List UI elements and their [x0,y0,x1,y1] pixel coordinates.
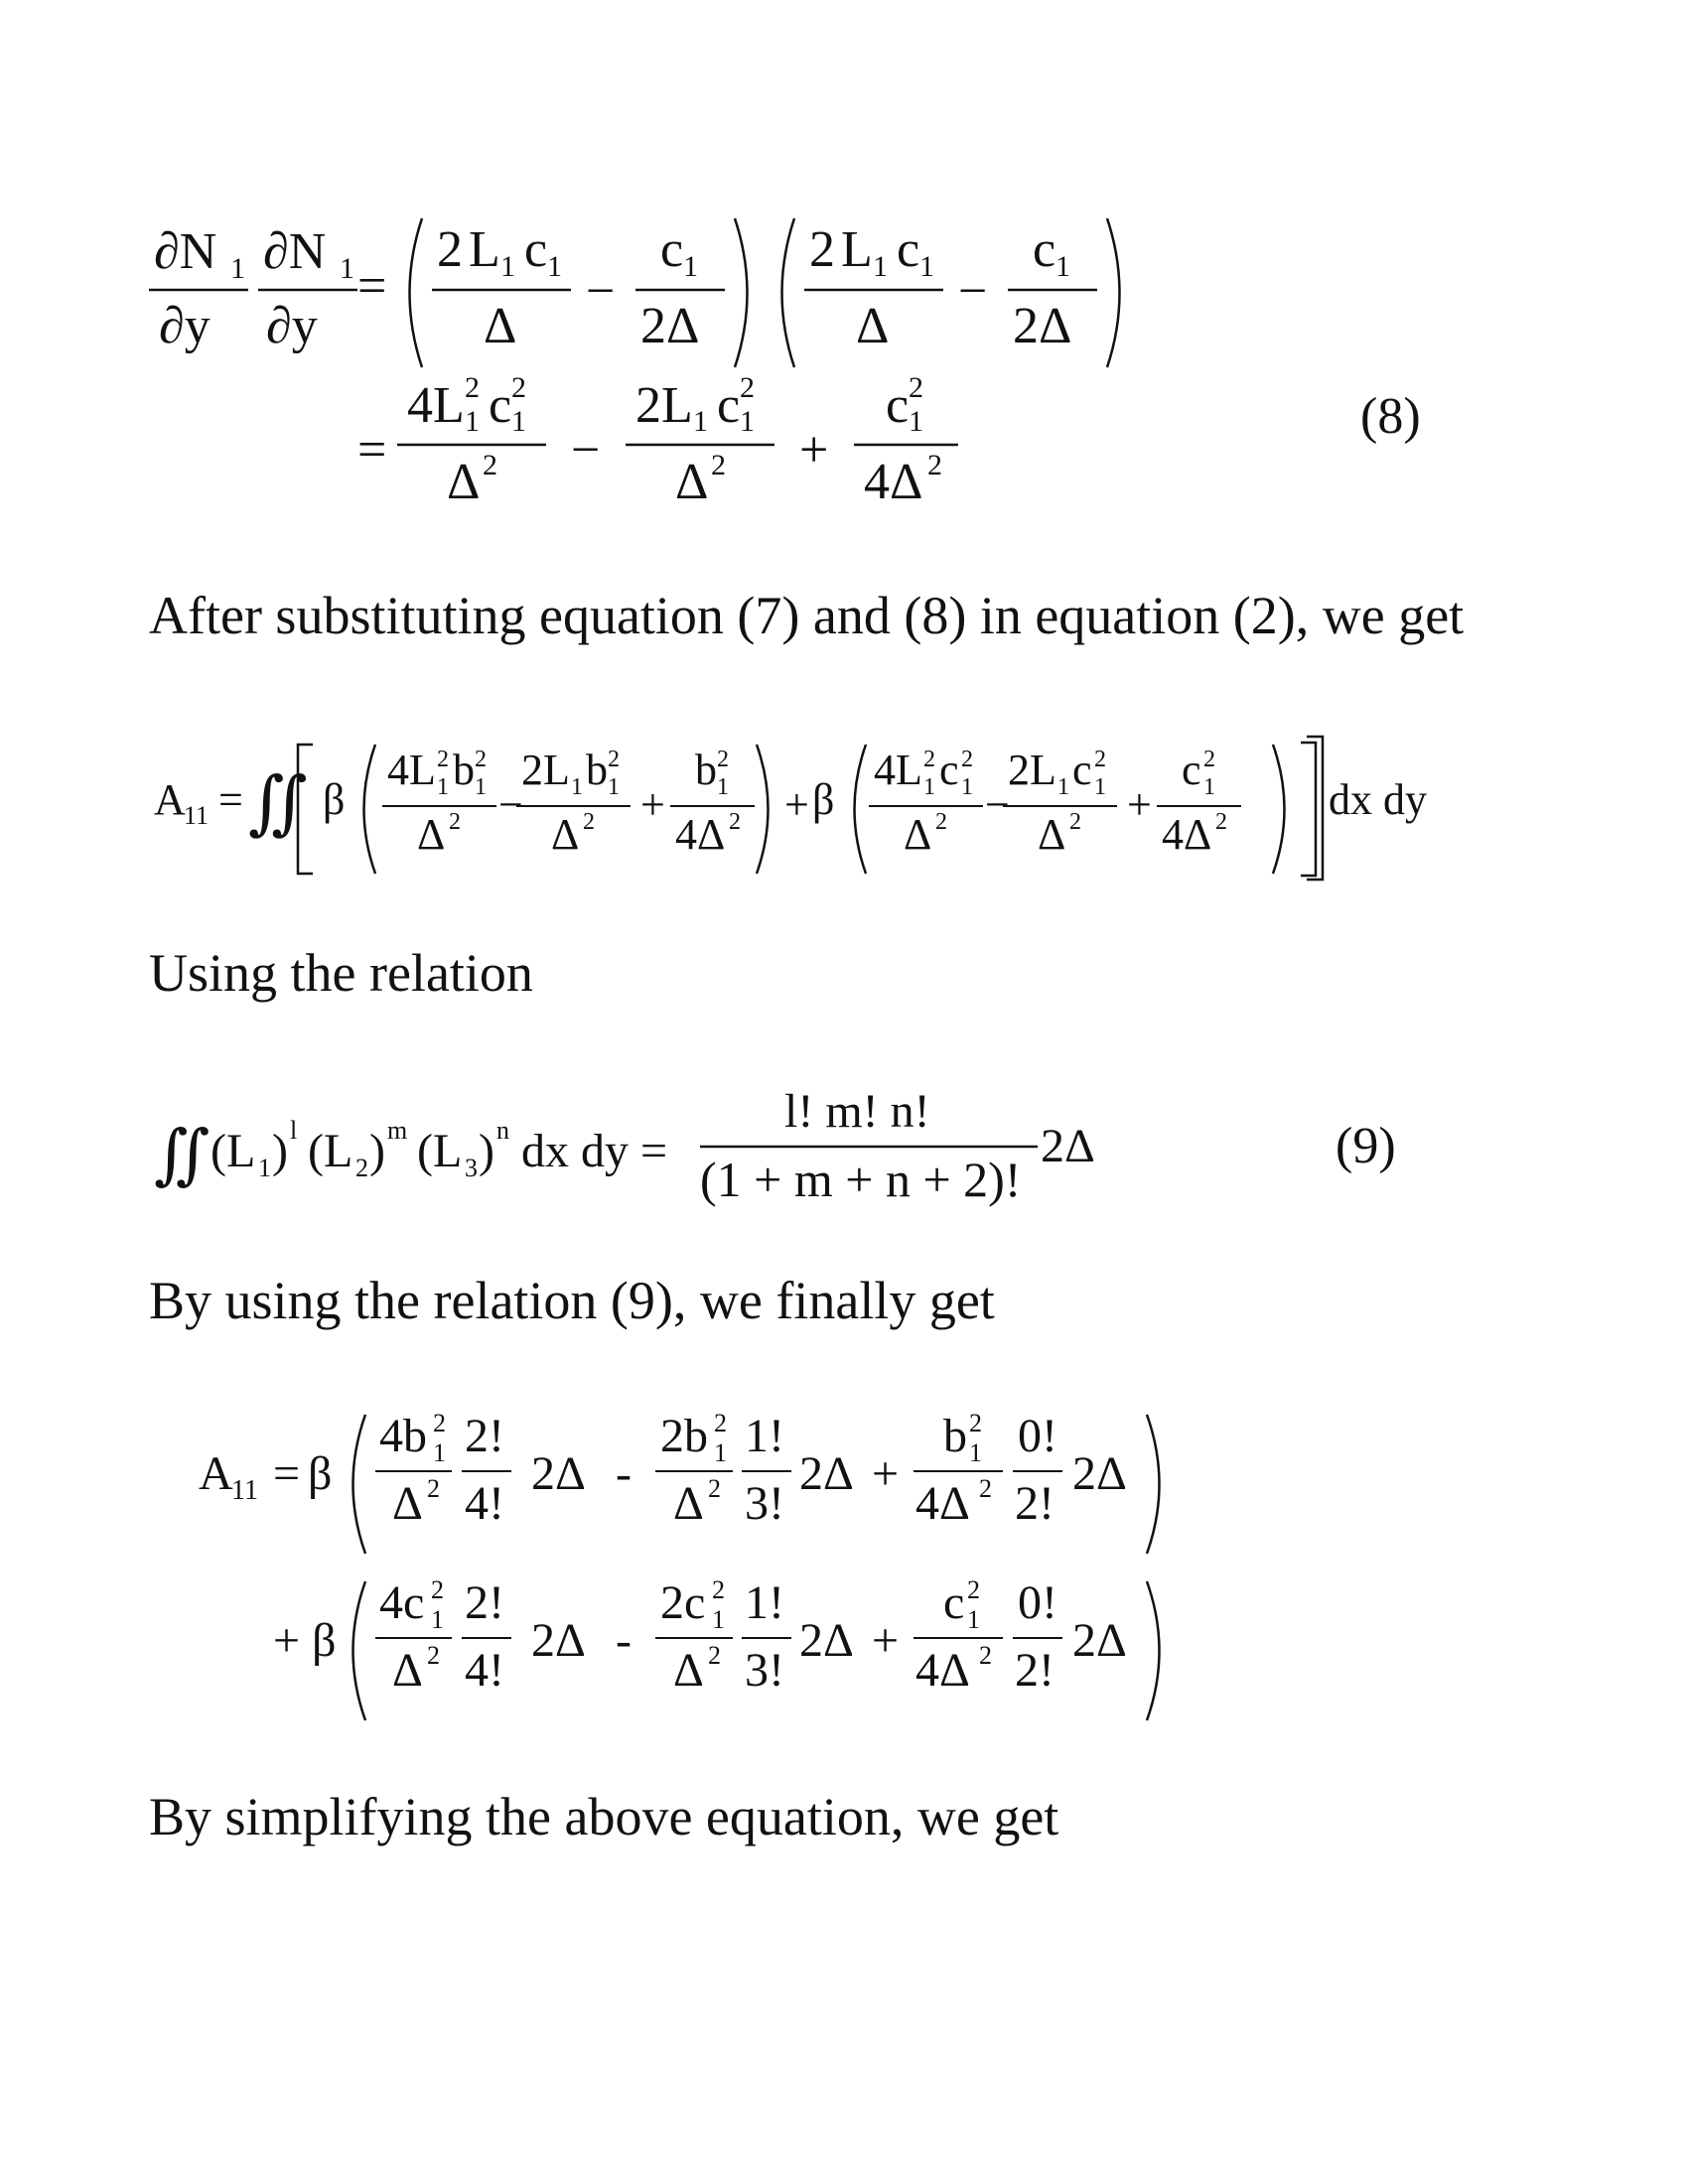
eq9-f2-sup: m [387,1116,408,1145]
r2-f3-den: 4Δ [915,1644,970,1697]
r2-2d-c: 2Δ [1072,1614,1127,1667]
g1-t1-var: b [453,746,475,794]
r2-f2-fd: 3! [745,1644,784,1697]
g2-t3-var-sup: 2 [1203,747,1215,772]
l2-t3-den: 4Δ [864,454,923,510]
r1-f3-den-sup: 2 [979,1474,992,1503]
equation-8-number: (8) [1360,388,1421,445]
r2-f1-num: 4c [379,1576,425,1629]
g2-frac1-csub: 1 [919,250,934,283]
r2-f2-sup: 2 [712,1575,725,1604]
g2-t1-var: c [939,746,959,794]
eq9-f2-close: ) [369,1125,385,1177]
l2-t3-sup: 2 [909,371,923,404]
g2-frac1-bsub: 1 [873,250,888,283]
g1-t2-den: Δ [551,810,580,859]
g1-t1-var-sup: 2 [475,747,487,772]
eq9-f2: (L [308,1125,353,1177]
equation-9-svg [149,1067,1440,1226]
eq9-tail: dx dy = [521,1125,668,1177]
r2-dash: - [616,1614,632,1667]
g2-t1-var-sup: 2 [961,747,973,772]
r1-f2-fn: 1! [745,1410,784,1462]
r2-f1-sup: 2 [431,1575,444,1604]
r2-2d-b: 2Δ [799,1614,854,1667]
g2-t2-var: c [1072,746,1092,794]
l2-t2-csup: 2 [740,371,755,404]
eq9-f3: (L [417,1125,463,1177]
r2-f3-fd: 2! [1015,1644,1055,1697]
eq9-den: (1 + m + n + 2)! [700,1152,1022,1207]
eq9-integral: ∬ [154,1119,211,1191]
g2-plus: + [1127,780,1152,829]
r1-2d-c: 2Δ [1072,1447,1127,1500]
g2-t3-var-sub: 1 [1203,774,1215,800]
r1-f1-den-sup: 2 [427,1474,440,1503]
g1-t2-var: b [586,746,608,794]
r1-f2-den: Δ [673,1477,704,1530]
equation-9-number: (9) [1336,1118,1396,1174]
a11-equals: = [218,775,243,824]
l2-t1-sub: 1 [465,405,480,438]
g1-frac1-csub: 1 [547,250,562,283]
l2-t1-num: 4L [407,377,465,434]
l2-t1-den: Δ [447,454,481,510]
l2-t3-num: c [886,377,910,434]
r2-f3-sub: 1 [967,1605,980,1634]
r2-2d-a: 2Δ [531,1614,586,1667]
eq9-after: 2Δ [1041,1120,1095,1172]
l2-t1-c: c [489,377,512,434]
a11-dxdy: dx dy [1329,775,1427,824]
r1-f1-num: 4b [379,1410,427,1462]
r1-2d-b: 2Δ [799,1447,854,1500]
g1-t3-var: b [695,746,717,794]
r2-f3-num: c [943,1576,965,1629]
l2-t2-num: 2L [635,377,693,434]
r2-f3-den-sup: 2 [979,1641,992,1670]
equation-8 [149,199,1440,516]
g2-frac1-den: Δ [856,298,890,354]
g1-t1-den: Δ [417,810,446,859]
eq9-f3-sup: n [496,1116,509,1145]
g1-t2-den-sup: 2 [583,809,595,835]
l2-t2-csub: 1 [740,405,755,438]
r1-f2-sup: 2 [714,1409,727,1437]
r1-plus: + [872,1447,900,1500]
g2-frac2-den: 2Δ [1013,298,1072,354]
lhs-den2: ∂y [266,298,318,354]
lhs-den1: ∂y [159,298,211,354]
r1-f2-sub: 1 [714,1438,727,1467]
g1-t2-num: 2L [521,746,570,794]
a11-lhs: A [154,775,186,824]
fin-plus-beta: + β [273,1614,337,1667]
eq9-f3-sub: 3 [465,1154,478,1182]
g2-t3-den: 4Δ [1162,810,1212,859]
r1-f2-fd: 3! [745,1477,784,1530]
g2-t3-var: c [1182,746,1201,794]
line2-equals: = [357,422,387,478]
text-by-simplifying: By simplifying the above equation, we get [149,1787,1059,1846]
g1-frac1-den: Δ [484,298,517,354]
g1-frac1-b: L [469,221,500,278]
r2-f1-sub: 1 [431,1605,444,1634]
eq9-f1-sup: l [290,1116,298,1145]
equation-8-svg [149,199,1440,516]
l2-plus: + [799,422,829,478]
l2-t1-csup: 2 [511,371,526,404]
g1-frac2-den: 2Δ [640,298,700,354]
r1-f3-sub: 1 [969,1438,982,1467]
l2-t3-densup: 2 [927,449,942,481]
lhs-num2-sub: 1 [340,252,354,285]
equation-9 [149,1067,1440,1226]
r1-2d-a: 2Δ [531,1447,586,1500]
l2-t2-den: Δ [675,454,709,510]
lhs-num2: ∂N [263,223,327,280]
r2-f2-fn: 1! [745,1576,784,1629]
g1-t3-var-sub: 1 [717,774,729,800]
g2-t1-var-sub: 1 [961,774,973,800]
g2-frac1-a: 2 [809,221,835,278]
r1-f2-den-sup: 2 [708,1474,721,1503]
a11-lhs-sub: 11 [184,801,210,830]
g1-t2-sub: 1 [571,774,583,800]
g1-t1-num: 4L [387,746,436,794]
r1-f1-den: Δ [392,1477,423,1530]
l2-t1-csub: 1 [511,405,526,438]
g1-minus: − [498,780,523,829]
equation-a11-integral [149,715,1440,893]
g1-frac1-c: c [524,221,548,278]
g2-frac1-b: L [841,221,873,278]
lhs-num1-sub: 1 [230,252,245,285]
r2-f2-den: Δ [673,1644,704,1697]
l2-minus: − [571,422,601,478]
r1-f3-fn: 0! [1018,1410,1057,1462]
r1-f1-fn: 2! [465,1410,504,1462]
equation-a11-integral-svg [149,715,1440,893]
g1-frac2-numsub: 1 [683,250,698,283]
l2-t2-c: c [717,377,741,434]
g1-minus: − [586,263,616,320]
g2-t2-var-sup: 2 [1094,747,1106,772]
r2-f1-fd: 4! [465,1644,504,1697]
r2-f3-sup: 2 [967,1575,980,1604]
g1-t3-var-sup: 2 [717,747,729,772]
g2-t2-den: Δ [1038,810,1066,859]
g1-t2-var-sub: 1 [608,774,620,800]
g1-t2-var-sup: 2 [608,747,620,772]
fin-lhs-sub: 11 [231,1475,258,1506]
eq9-num: l! m! n! [784,1085,930,1138]
g2-minus: − [985,780,1010,829]
a11-integral: ∬ [248,765,308,842]
r1-f3-sup: 2 [969,1409,982,1437]
r1-f1-sub: 1 [433,1438,446,1467]
fin-beta1: β [308,1447,333,1500]
l2-t1-sup: 2 [465,371,480,404]
text-by-using-relation-9: By using the relation (9), we finally get [149,1271,995,1330]
g2-t2-den-sup: 2 [1069,809,1081,835]
g2-t1-den: Δ [904,810,932,859]
r1-dash: - [616,1447,632,1500]
fin-lhs: A [199,1447,233,1500]
g1-plus: + [640,780,665,829]
r2-f2-num: 2c [660,1576,706,1629]
g2-frac2-num: c [1033,221,1056,278]
r1-f2-num: 2b [660,1410,708,1462]
r2-f1-den-sup: 2 [427,1641,440,1670]
g1-t3-den: 4Δ [675,810,726,859]
l2-t2-densup: 2 [711,449,726,481]
g1-t1-var-sub: 1 [475,774,487,800]
eq8-equals: = [357,258,387,315]
g1-frac1-bsub: 1 [500,250,515,283]
equation-a11-final [149,1390,1440,1727]
r2-f3-fn: 0! [1018,1576,1057,1629]
r2-f2-sub: 1 [712,1605,725,1634]
r2-f2-den-sup: 2 [708,1641,721,1670]
eq9-f1: (L [211,1125,256,1177]
r1-f3-num: b [943,1410,967,1462]
eq9-f3-close: ) [479,1125,494,1177]
g1-frac2-num: c [660,221,684,278]
fin-eq: = [273,1447,301,1500]
r1-f1-sup: 2 [433,1409,446,1437]
g2-t1-sup: 2 [923,747,935,772]
g2-t2-var-sub: 1 [1094,774,1106,800]
g2-t1-sub: 1 [923,774,935,800]
g2-t1-den-sup: 2 [935,809,947,835]
g1-t3-den-sup: 2 [729,809,741,835]
text-using-relation: Using the relation [149,943,533,1003]
r1-f3-den: 4Δ [915,1477,970,1530]
eq9-f1-close: ) [272,1125,288,1177]
g2-t2-sub: 1 [1057,774,1069,800]
g1-t1-sup: 2 [437,747,449,772]
l2-t1-densup: 2 [483,449,497,481]
eq9-f1-sub: 1 [258,1154,271,1182]
r1-f3-fd: 2! [1015,1477,1055,1530]
g2-frac1-c: c [897,221,920,278]
g1-t1-den-sup: 2 [449,809,461,835]
lhs-num1: ∂N [154,223,217,280]
g2-t2-num: 2L [1008,746,1056,794]
r2-plus: + [872,1614,900,1667]
g-between-plus: + [784,780,809,829]
r2-f1-fn: 2! [465,1576,504,1629]
r1-f1-fd: 4! [465,1477,504,1530]
g2-t1-num: 4L [874,746,922,794]
equation-a11-final-svg [149,1390,1440,1727]
g1-frac1-a: 2 [437,221,463,278]
l2-t3-sub: 1 [909,405,923,438]
g2-minus: − [958,263,988,320]
g2-t3-den-sup: 2 [1215,809,1227,835]
g2-frac2-numsub: 1 [1055,250,1070,283]
eq9-f2-sub: 2 [355,1154,368,1182]
text-after-substituting: After substituting equation (7) and (8) in equation (2), we get [149,586,1465,645]
a11-beta2: β [812,775,835,824]
g1-t1-sub: 1 [437,774,449,800]
l2-t2-sub: 1 [693,405,708,438]
a11-beta1: β [323,775,346,824]
r2-f1-den: Δ [392,1644,423,1697]
